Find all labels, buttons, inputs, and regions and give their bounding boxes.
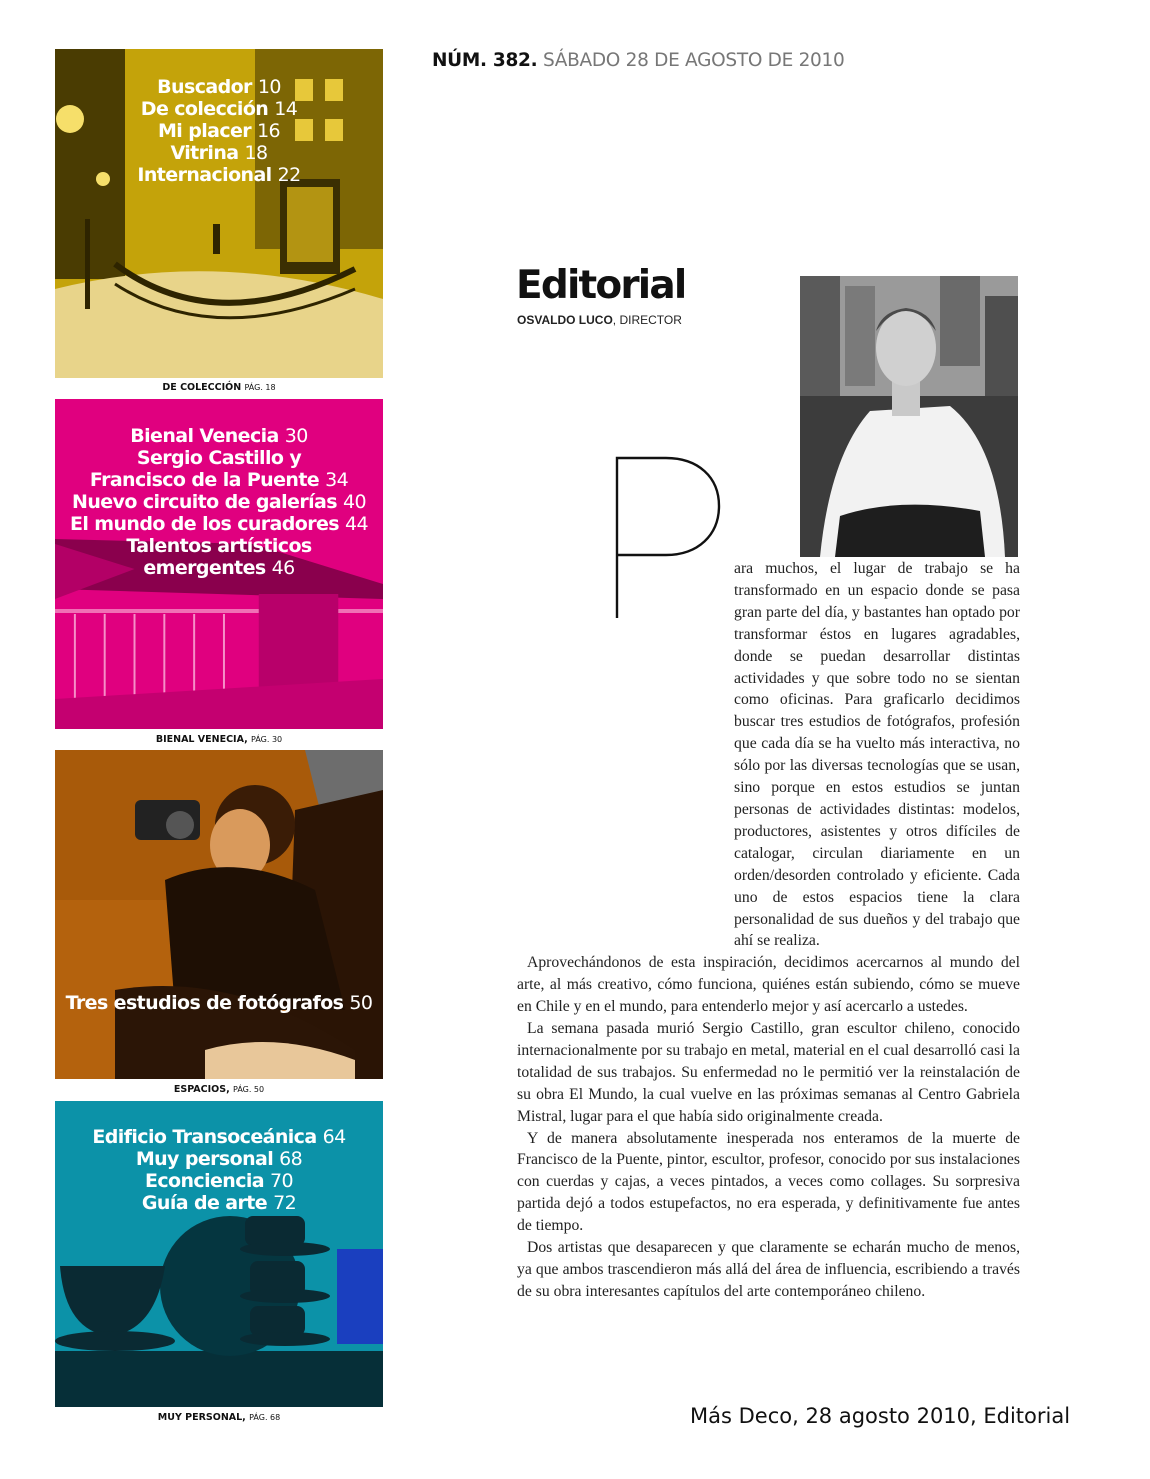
toc-item-muy-personal[interactable]: Muy personal 68 (135, 1148, 303, 1170)
editorial-body (517, 558, 1020, 1303)
toc-panel-muy-personal[interactable] (55, 1101, 383, 1407)
toc-item-transoceanica[interactable]: Edificio Transoceánica 64 (92, 1126, 346, 1148)
toc-item-de-coleccion[interactable]: De colección 14 (140, 98, 298, 120)
toc-item-guia-arte[interactable]: Guía de arte 72 (141, 1192, 297, 1214)
toc-item-internacional[interactable]: Internacional 22 (137, 164, 301, 186)
toc-list (55, 992, 383, 1014)
portrait-image (800, 276, 1018, 557)
toc-item-buscador[interactable]: Buscador 10 (157, 76, 281, 98)
issue-date: SÁBADO 28 DE AGOSTO DE 2010 (542, 50, 845, 71)
author-name: OSVALDO LUCO (517, 313, 613, 327)
editorial-title: Editorial (516, 263, 686, 308)
panel-caption: BIENAL VENECIA, PÁG. 30 (155, 734, 283, 745)
toc-list (55, 425, 383, 579)
toc-panel-espacios[interactable] (55, 750, 383, 1079)
panel-caption: DE COLECCIÓN PÁG. 18 (162, 382, 276, 393)
paragraph: Y de manera absolutamente inesperada nos enteramos de la muerte de Francisco de la Puente, pintor, escultor, profesor, conocido por sus instalaciones con cuerdas y cajas, a veces pintados, a veces como collages. Su sorpresiva partida dejó a todos estupefactos, no era esperada, y definitivamente fue antes de tiempo. (517, 1129, 1020, 1235)
paragraph: Dos artistas que desaparecen y que claramente se echarán mucho de menos, ya que ambos trascendieron más allá del área de influencia, escribiendo a través de su obra interesantes capítulos del arte contemporáneo chileno. (517, 1239, 1020, 1300)
toc-item-tres-estudios[interactable]: Tres estudios de fotógrafos 50 (65, 992, 373, 1014)
issue-number: NÚM. 382. (432, 50, 538, 71)
toc-item-talentos[interactable]: Talentos artísticos (126, 535, 312, 557)
toc-item-francisco-puente[interactable]: Francisco de la Puente 34 (89, 469, 349, 491)
photographer-photo (55, 750, 383, 1079)
toc-item-bienal-venecia[interactable]: Bienal Venecia 30 (130, 425, 308, 447)
paragraph: La semana pasada murió Sergio Castillo, gran escultor chileno, conocido internacionalmente por su trabajo en metal, material en el cual desarrolló casi la totalidad de sus trabajos. Su enfermedad no le permitió ver la reinstalación de su obra El Mundo, la cual vuelve en las próximas semanas al Centro Gabriela Mistral, lugar para el que había sido originalmente creada. (517, 1020, 1020, 1125)
author-role: , DIRECTOR (612, 313, 682, 327)
toc-list (55, 76, 383, 186)
editorial-byline (517, 313, 682, 327)
issue-header (432, 50, 844, 71)
panel-caption: MUY PERSONAL, PÁG. 68 (157, 1412, 281, 1423)
toc-item-nuevo-circuito[interactable]: Nuevo circuito de galerías 40 (72, 491, 366, 513)
toc-item-mundo-curadores[interactable]: El mundo de los curadores 44 (69, 513, 369, 535)
toc-item-emergentes[interactable]: emergentes 46 (143, 557, 295, 579)
director-portrait (800, 276, 1018, 557)
paragraph: Aprovechándonos de esta inspiración, decidimos acercarnos al mundo del arte, al más creativo, cómo funciona, quiénes están subiendo, cómo se mueve en Chile y en el mundo, para entenderlo mejor y así acercarlo a ustedes. (517, 954, 1020, 1016)
toc-panel-bienal[interactable] (55, 399, 383, 729)
toc-item-vitrina[interactable]: Vitrina 18 (170, 142, 268, 164)
toc-list (55, 1126, 383, 1214)
paragraph: ara muchos, el lugar de trabajo se ha transformado en un espacio donde se pasa gran parte del día, y bastantes han optado por transformar éstos en lugares agradables, donde se puedan desarrollar distintas actividades y que sobre todo no se sientan como oficinas. Para graficarlo decidimos buscar tres estudios de fotógrafos, profesión que cada día se ha vuelto más interactiva, no sólo por las diversas tecnologías que se usan, sino porque en estos estudios se juntan personas de actividades distintas: modelos, productores, asistentes y otros difíciles de catalogar, circulan diariamente en un orden/desorden controlado y eficiente. Cada uno de estos espacios tiene la clara personalidad de sus dueños y del trabajo que ahí se realiza. (734, 560, 1020, 950)
toc-item-sergio-castillo[interactable]: Sergio Castillo y (136, 447, 302, 469)
panel-caption: ESPACIOS, PÁG. 50 (173, 1084, 265, 1095)
toc-item-mi-placer[interactable]: Mi placer 16 (157, 120, 281, 142)
toc-item-econciencia[interactable]: Econciencia 70 (144, 1170, 293, 1192)
toc-panel-coleccion[interactable] (55, 49, 383, 378)
source-caption: Más Deco, 28 agosto 2010, Editorial (690, 1404, 1071, 1428)
